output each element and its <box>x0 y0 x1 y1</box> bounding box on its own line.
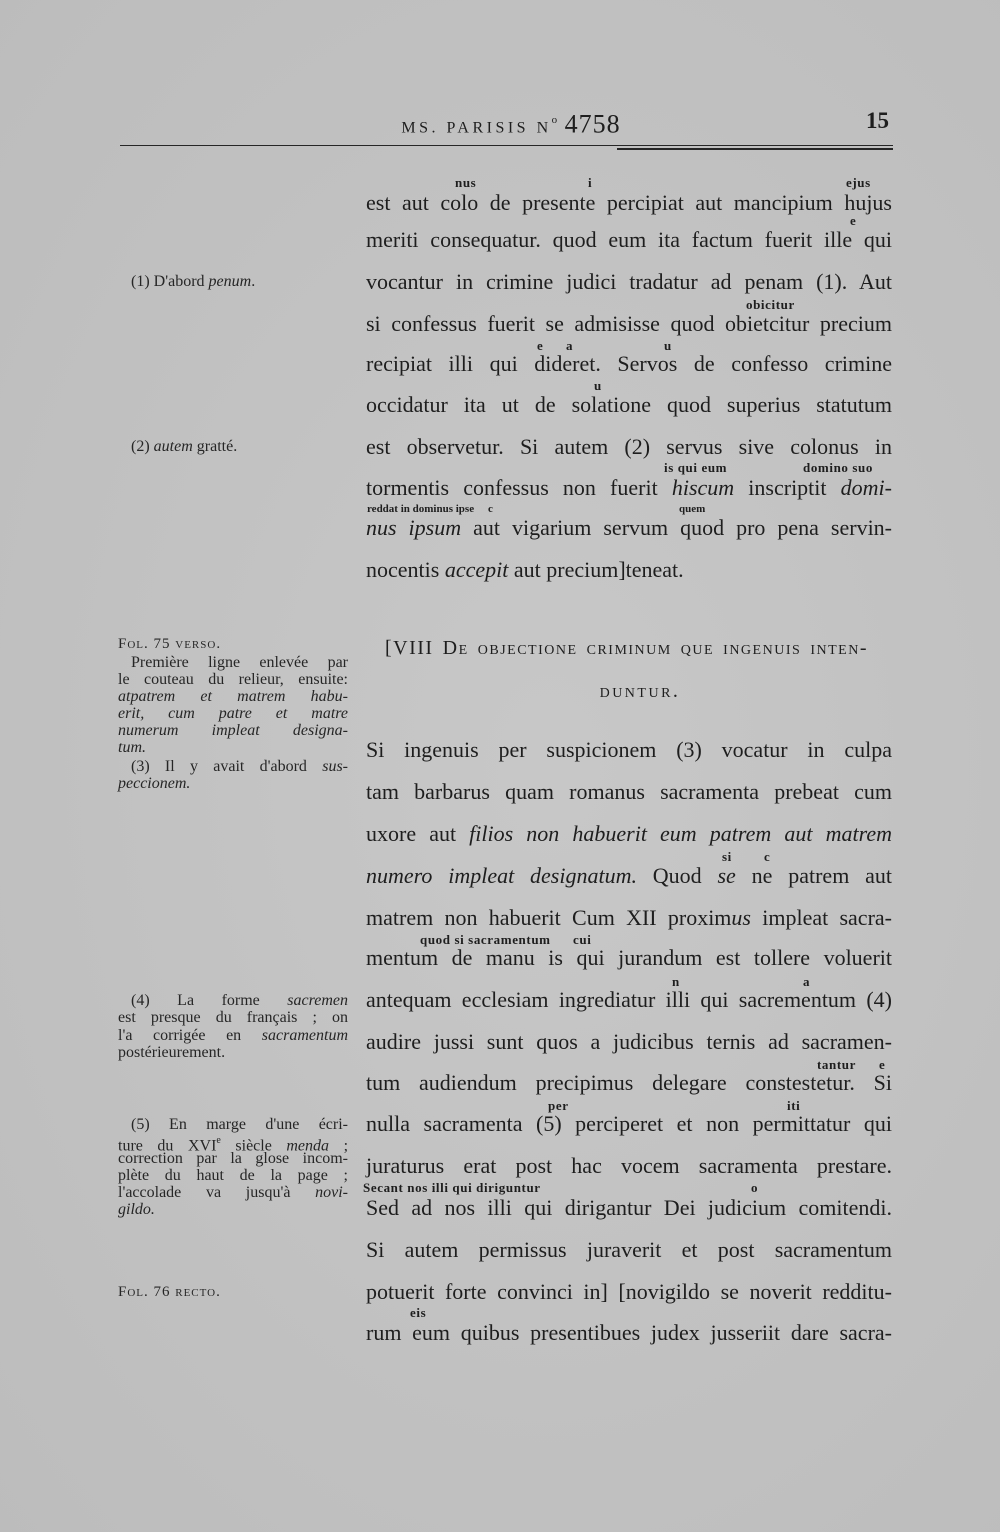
interlinear-gloss: eis <box>410 1305 427 1320</box>
chapter-heading: [VIII De objectione criminum que ingenuis inten- <box>385 637 868 659</box>
interlinear-gloss: o <box>751 1180 759 1195</box>
interlinear-gloss: i <box>588 175 593 190</box>
interlinear-gloss: e <box>850 213 857 228</box>
margin-note <box>118 739 348 756</box>
note-segment-italic: autem <box>153 438 193 455</box>
note-segment-italic: menda <box>286 1137 330 1155</box>
margin-note: le couteau du relieur, ensuite: <box>118 671 348 688</box>
text-segment: ne patrem aut <box>735 863 893 888</box>
text-segment: tormentis confessus non fuerit <box>366 475 672 500</box>
margin-note <box>118 705 348 722</box>
margin-note <box>118 1184 348 1201</box>
text-segment: aut vigarium servum quod pro pena servin- <box>461 515 893 540</box>
text-segment-italic: hiscum <box>671 475 735 500</box>
text-line <box>366 905 892 931</box>
note-segment-italic: gildo. <box>118 1201 155 1218</box>
text-line <box>366 821 892 847</box>
note-segment: ture du XVI <box>118 1137 217 1155</box>
text-line: meriti consequatur. quod eum ita factum fuerit ille qui <box>366 227 892 252</box>
note-segment-italic: peccionem. <box>118 775 191 792</box>
note-segment: (1) D'abord <box>131 273 209 290</box>
note-segment: gratté. <box>192 438 238 455</box>
interlinear-gloss: e <box>537 338 544 353</box>
text-segment: Quod <box>636 863 718 888</box>
margin-note: correction par la glose incom- <box>118 1150 348 1167</box>
text-segment-italic: numero impleat designatum. <box>366 863 637 888</box>
text-segment: impleat sacra- <box>750 905 892 930</box>
note-segment-italic: numerum impleat designa- <box>118 722 348 739</box>
text-line: est observetur. Si autem (2) servus sive colonus in <box>366 434 892 459</box>
margin-note: postérieurement. <box>118 1044 226 1061</box>
head-rule <box>120 145 893 146</box>
text-line: nulla sacramenta (5) perciperet et non permittatur qui <box>366 1111 892 1136</box>
note-segment: l'a corrigée en <box>118 1027 262 1044</box>
interlinear-gloss: a <box>803 974 811 989</box>
margin-note <box>131 438 348 455</box>
text-segment: inscriptit <box>734 475 841 500</box>
interlinear-gloss: obicitur <box>746 297 795 312</box>
head-rule-double <box>617 148 893 150</box>
text-segment: aut precium]teneat. <box>508 557 684 582</box>
text-line: audire jussi sunt quos a judicibus ternis ad sacramen- <box>366 1029 892 1054</box>
text-line <box>366 515 892 541</box>
text-line <box>366 863 892 889</box>
interlinear-gloss: iti <box>787 1098 801 1113</box>
note-segment: siècle <box>220 1137 287 1155</box>
note-superscript: e <box>216 1135 221 1146</box>
interlinear-gloss: tantur <box>817 1057 856 1072</box>
note-segment-italic: tum. <box>118 739 146 756</box>
note-segment: (2) <box>131 438 154 455</box>
text-segment-italic: accepit <box>444 557 509 582</box>
text-segment-italic: nus ipsum <box>366 515 462 540</box>
text-segment: nocentis <box>366 557 445 582</box>
text-segment-italic: us <box>731 905 751 930</box>
text-line: si confessus fuerit se admisisse quod obietcitur precium <box>366 311 892 336</box>
margin-note <box>131 758 348 775</box>
text-line: Si ingenuis per suspicionem (3) vocatur in culpa <box>366 737 892 762</box>
interlinear-gloss: u <box>664 338 672 353</box>
interlinear-gloss: reddat in dominus ipse <box>367 503 475 515</box>
text-segment-italic: domi- <box>840 475 892 500</box>
note-segment-italic: penum <box>208 273 252 290</box>
note-segment-italic: sacramentum <box>261 1027 348 1044</box>
note-segment-italic: atpatrem et matrem habu- <box>118 688 348 705</box>
interlinear-gloss: Secant nos illi qui diriguntur <box>363 1180 541 1195</box>
text-line: tam barbarus quam romanus sacramenta prebeat cum <box>366 779 892 804</box>
text-line: est aut colo de presente percipiat aut mancipium hujus <box>366 190 892 215</box>
note-segment-italic: novi- <box>315 1184 348 1201</box>
margin-note: est presque du français ; on <box>118 1009 348 1026</box>
margin-note: plète du haut de la page ; <box>118 1167 348 1184</box>
text-line: occidatur ita ut de solatione quod superius statutum <box>366 392 892 417</box>
interlinear-gloss: domino suo <box>803 460 873 475</box>
margin-note: (5) En marge d'une écri- <box>131 1116 348 1133</box>
manuscript-number: 4758 <box>564 109 621 139</box>
text-line: juraturus erat post hac vocem sacramenta prestare. <box>366 1153 892 1178</box>
margin-note <box>131 992 348 1009</box>
note-segment-italic: sacremen <box>287 992 348 1009</box>
interlinear-gloss: u <box>594 378 602 393</box>
running-title: MS. PARISIS N <box>401 119 552 137</box>
interlinear-gloss: si <box>722 849 732 864</box>
text-line: Sed ad nos illi qui dirigantur Dei judicium comitendi. <box>366 1195 892 1220</box>
margin-note <box>118 688 348 705</box>
text-line <box>366 475 892 501</box>
interlinear-gloss: c <box>764 849 771 864</box>
text-line: potuerit forte convinci in] [novigildo se noverit redditu- <box>366 1279 892 1304</box>
folio-marker: Fol. 75 verso. <box>118 636 222 652</box>
note-segment-italic: sus- <box>322 758 348 775</box>
text-segment: matrem non habuerit Cum XII proxim <box>366 905 732 930</box>
chapter-heading-end: duntur. <box>599 680 681 702</box>
note-segment-italic: erit, cum patre et matre <box>118 705 348 722</box>
margin-note <box>118 1027 348 1044</box>
interlinear-gloss: per <box>548 1098 569 1113</box>
text-line <box>366 557 892 583</box>
text-line: recipiat illi qui dideret. Servos de confesso crimine <box>366 351 892 376</box>
note-segment: l'accolade va jusqu'à <box>118 1184 316 1201</box>
note-segment: (3) Il y avait d'abord <box>131 758 323 775</box>
interlinear-gloss: cui <box>573 932 592 947</box>
margin-note: Première ligne enlevée par <box>131 654 348 671</box>
interlinear-gloss: nus <box>455 175 477 190</box>
interlinear-gloss: n <box>672 974 680 989</box>
text-line: vocantur in crimine judici tradatur ad penam (1). Aut <box>366 269 892 294</box>
note-segment: ; <box>329 1137 349 1155</box>
interlinear-gloss: ejus <box>846 175 871 190</box>
interlinear-gloss: is qui eum <box>664 460 728 475</box>
interlinear-gloss: quod si sacramentum <box>420 932 551 947</box>
interlinear-gloss: quem <box>679 503 706 515</box>
margin-note <box>118 1201 348 1218</box>
folio-marker: Fol. 76 recto. <box>118 1284 221 1300</box>
note-segment: . <box>251 273 256 290</box>
interlinear-gloss: e <box>879 1057 886 1072</box>
margin-note <box>131 273 348 290</box>
text-line: Si autem permissus juraverit et post sacramentum <box>366 1237 892 1262</box>
margin-note <box>118 775 348 792</box>
text-segment-italic: filios non habuerit eum patrem aut matrem <box>469 821 893 846</box>
text-line: rum eum quibus presentibues judex jusseriit dare sacra- <box>366 1320 892 1345</box>
text-line: mentum de manu is qui jurandum est tollere voluerit <box>366 945 892 970</box>
running-head <box>370 110 652 141</box>
margin-note <box>118 722 348 739</box>
note-segment: (4) La forme <box>131 992 288 1009</box>
interlinear-gloss: c <box>488 503 493 515</box>
text-segment: uxore aut <box>366 821 470 846</box>
page-number: 15 <box>866 108 889 133</box>
text-line: antequam ecclesiam ingrediatur illi qui sacrementum (4) <box>366 987 892 1012</box>
interlinear-gloss: a <box>566 338 574 353</box>
running-title-superscript: o <box>551 114 558 126</box>
text-line: tum audiendum precipimus delegare constestetur. Si <box>366 1070 892 1095</box>
text-segment-italic: se <box>717 863 736 888</box>
